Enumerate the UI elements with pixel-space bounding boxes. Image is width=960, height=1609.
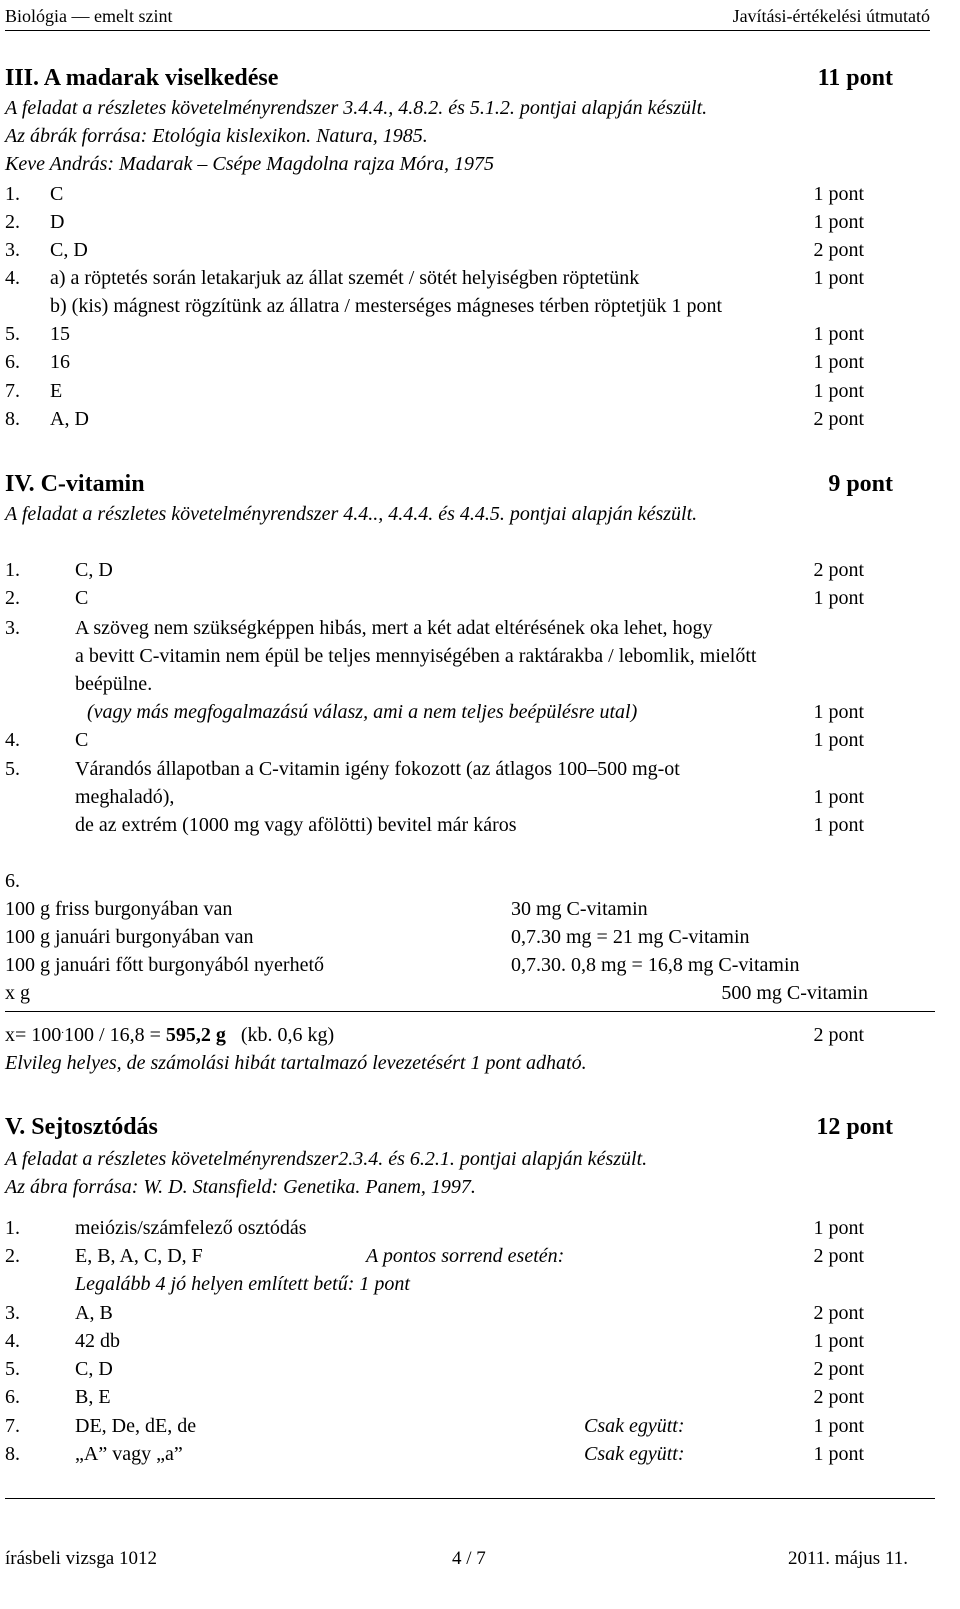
header-rule: [5, 30, 930, 31]
s3-answer-2-points: 1 pont: [813, 211, 864, 233]
s4-answer-2-points: 1 pont: [813, 587, 864, 609]
s3-answer-2-number: 2.: [5, 211, 20, 233]
s4-answer-2-number: 2.: [5, 587, 20, 609]
s5-answer-8-number: 8.: [5, 1443, 20, 1465]
s4-answer-4-text: C: [75, 729, 89, 751]
s3-answer-3-number: 3.: [5, 239, 20, 261]
page-number: 4 / 7: [452, 1548, 486, 1569]
s4-answer-5-points-b: 1 pont: [813, 814, 864, 836]
footer-left: írásbeli vizsga 1012: [5, 1548, 157, 1569]
header-left: Biológia — emelt szint: [5, 6, 173, 26]
calc-row-2-right: 0,7.30 mg = 21 mg C-vitamin: [511, 926, 750, 948]
calc-result-dot: .: [61, 1024, 65, 1036]
s5-answer-6-points: 2 pont: [813, 1386, 864, 1408]
calc-row-1-left: 100 g friss burgonyában van: [5, 898, 233, 920]
section3-title: III. A madarak viselkedése: [5, 65, 279, 91]
section4-source: A feladat a részletes követelményrendszer 4.4.., 4.4.4. és 4.4.5. pontjai alapján készült.: [5, 503, 698, 525]
s3-answer-7-text: E: [50, 380, 63, 402]
s5-answer-8-text: „A” vagy „a”: [75, 1443, 183, 1465]
section4-points: 9 pont: [828, 471, 893, 497]
s4-answer-3-line-1: A szöveg nem szükségképpen hibás, mert a két adat eltérésének oka lehet, hogy: [75, 617, 713, 639]
s5-answer-2-note: A pontos sorrend esetén:: [366, 1245, 565, 1267]
s5-answer-5-points: 2 pont: [813, 1358, 864, 1380]
s5-answer-2-points: 2 pont: [813, 1245, 864, 1267]
section3-source-1: A feladat a részletes követelményrendszer 3.4.4., 4.8.2. és 5.1.2. pontjai alapján készült.: [5, 97, 708, 119]
s5-answer-2-text: E, B, A, C, D, F: [75, 1245, 203, 1267]
s3-answer-5-number: 5.: [5, 323, 20, 345]
s3-answer-3-points: 2 pont: [813, 239, 864, 261]
s3-answer-1-number: 1.: [5, 183, 20, 205]
s5-answer-3-points: 2 pont: [813, 1302, 864, 1324]
calc-result: [5, 1021, 334, 1049]
calc-result-value: 595,2 g: [165, 1024, 226, 1046]
s3-answer-1-points: 1 pont: [813, 183, 864, 205]
s5-answer-1-text: meiózis/számfelező osztódás: [75, 1217, 307, 1239]
section5-points: 12 pont: [816, 1114, 893, 1140]
s5-answer-3-number: 3.: [5, 1302, 20, 1324]
s4-answer-3-line-4: (vagy más megfogalmazású válasz, ami a nem teljes beépülésre utal): [87, 701, 638, 723]
s4-answer-3-line-3: beépülne.: [75, 673, 153, 695]
section3-source-2: Az ábrák forrása: Etológia kislexikon. Natura, 1985.: [5, 125, 428, 147]
calculation-rule: [5, 1011, 935, 1012]
s4-answer-5-line-3: de az extrém (1000 mg vagy afölötti) bevitel már káros: [75, 814, 517, 836]
s3-answer-6-points: 1 pont: [813, 351, 864, 373]
s3-answer-5-points: 1 pont: [813, 323, 864, 345]
calc-result-middle: 100 / 16,8 =: [64, 1024, 166, 1046]
header-right: Javítási-értékelési útmutató: [732, 6, 930, 26]
calc-row-4-right: 500 mg C-vitamin: [721, 982, 868, 1004]
s3-answer-8-number: 8.: [5, 408, 20, 430]
footer-date: 2011. május 11.: [788, 1548, 908, 1569]
s5-answer-2-number: 2.: [5, 1245, 20, 1267]
footer-rule: [5, 1498, 935, 1499]
s5-answer-8-points: 1 pont: [813, 1443, 864, 1465]
s5-answer-6-number: 6.: [5, 1386, 20, 1408]
s4-answer-5-line-2: meghaladó),: [75, 786, 175, 808]
s4-answer-3-points: 1 pont: [813, 701, 864, 723]
calc-row-1-right: 30 mg C-vitamin: [511, 898, 648, 920]
s3-answer-3-text: C, D: [50, 239, 88, 261]
s4-answer-4-number: 4.: [5, 729, 20, 751]
s4-answer-3-line-2: a bevitt C-vitamin nem épül be teljes mennyiségében a raktárakba / lebomlik, mielőtt: [75, 645, 757, 667]
s5-answer-6-text: B, E: [75, 1386, 111, 1408]
s5-answer-8-note: Csak együtt:: [584, 1443, 685, 1465]
section5-title: V. Sejtosztódás: [5, 1114, 158, 1140]
s5-answer-7-text: DE, De, dE, de: [75, 1415, 197, 1437]
calc-row-4-left: x g: [5, 982, 30, 1004]
s4-answer-1-number: 1.: [5, 559, 20, 581]
calc-result-points: 2 pont: [813, 1024, 864, 1046]
s4-answer-1-text: C, D: [75, 559, 113, 581]
s3-answer-5-text: 15: [50, 323, 70, 345]
s5-answer-2-partial: Legalább 4 jó helyen említett betű: 1 pont: [75, 1273, 410, 1295]
s3-answer-8-points: 2 pont: [813, 408, 864, 430]
calc-row-3-left: 100 g januári főtt burgonyából nyerhető: [5, 954, 325, 976]
s3-answer-4a-text: a) a röptetés során letakarjuk az állat szemét / sötét helyiségben röptetünk: [50, 267, 640, 289]
calc-row-3-right: 0,7.30. 0,8 mg = 16,8 mg C-vitamin: [511, 954, 800, 976]
calc-row-2-left: 100 g januári burgonyában van: [5, 926, 254, 948]
s5-answer-7-note: Csak együtt:: [584, 1415, 685, 1437]
s3-answer-2-text: D: [50, 211, 65, 233]
s3-answer-4-number: 4.: [5, 267, 20, 289]
section5-source-2: Az ábra forrása: W. D. Stansfield: Genetika. Panem, 1997.: [5, 1176, 476, 1198]
section3-source-3: Keve András: Madarak – Csépe Magdolna rajza Móra, 1975: [5, 153, 495, 175]
s4-answer-3-number: 3.: [5, 617, 20, 639]
s5-answer-4-number: 4.: [5, 1330, 20, 1352]
s5-answer-4-text: 42 db: [75, 1330, 120, 1352]
s3-answer-7-number: 7.: [5, 380, 20, 402]
s3-answer-4b-text: b) (kis) mágnest rögzítünk az állatra / mesterséges mágneses térben röptetjük 1 pont: [50, 295, 723, 317]
s5-answer-4-points: 1 pont: [813, 1330, 864, 1352]
calc-result-approx: (kb. 0,6 kg): [225, 1024, 335, 1046]
s5-answer-3-text: A, B: [75, 1302, 113, 1324]
s4-answer-2-text: C: [75, 587, 89, 609]
s5-answer-7-points: 1 pont: [813, 1415, 864, 1437]
s4-answer-5-points-a: 1 pont: [813, 786, 864, 808]
s5-answer-7-number: 7.: [5, 1415, 20, 1437]
s5-answer-5-text: C, D: [75, 1358, 113, 1380]
section5-source-1: A feladat a részletes követelményrendszer2.3.4. és 6.2.1. pontjai alapján készült.: [5, 1148, 648, 1170]
s4-answer-5-line-1: Várandós állapotban a C-vitamin igény fokozott (az átlagos 100–500 mg-ot: [75, 758, 680, 780]
s3-answer-6-number: 6.: [5, 351, 20, 373]
s5-answer-1-points: 1 pont: [813, 1217, 864, 1239]
s3-answer-8-text: A, D: [50, 408, 89, 430]
s4-answer-1-points: 2 pont: [813, 559, 864, 581]
calc-note: Elvileg helyes, de számolási hibát tartalmazó levezetésért 1 pont adható.: [5, 1052, 587, 1074]
section4-title: IV. C-vitamin: [5, 471, 145, 497]
section3-points: 11 pont: [817, 65, 893, 91]
s3-answer-1-text: C: [50, 183, 64, 205]
s3-answer-7-points: 1 pont: [813, 380, 864, 402]
calc-result-prefix: x= 100: [5, 1024, 62, 1046]
s4-answer-4-points: 1 pont: [813, 729, 864, 751]
s5-answer-5-number: 5.: [5, 1358, 20, 1380]
s5-answer-1-number: 1.: [5, 1217, 20, 1239]
s4-answer-6-number: 6.: [5, 870, 20, 892]
s3-answer-6-text: 16: [50, 351, 70, 373]
s4-answer-5-number: 5.: [5, 758, 20, 780]
s3-answer-4a-points: 1 pont: [813, 267, 864, 289]
